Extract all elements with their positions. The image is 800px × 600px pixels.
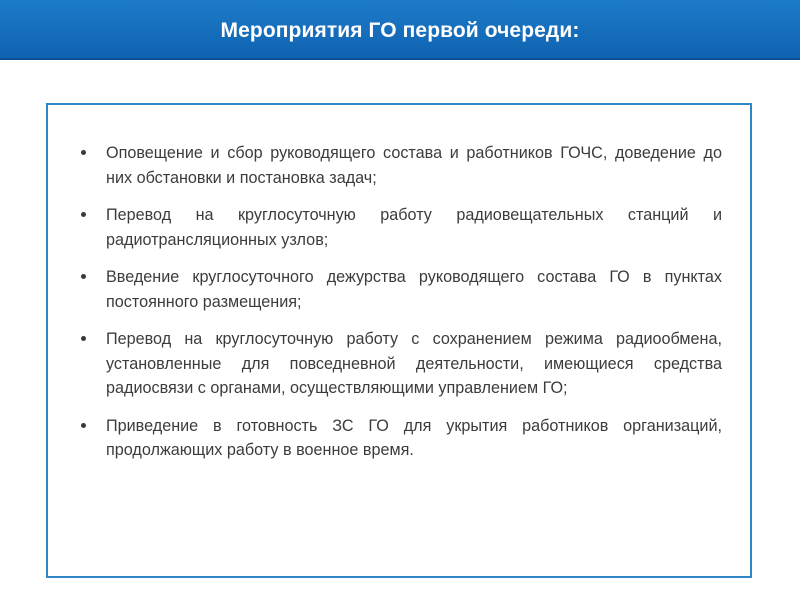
list-item-text: Перевод на круглосуточную работу с сохранением режима радиообмена, установленные для повседневной деятельности, имеющиеся средства радиосвязи с органами, осуществляющими управлением ГО; — [106, 330, 722, 397]
list-item — [78, 141, 722, 190]
bullet-icon — [81, 274, 86, 279]
bullet-icon — [81, 212, 86, 217]
bullet-icon — [81, 150, 86, 155]
list-item-text: Приведение в готовность ЗС ГО для укрытия работников организаций, продолжающих работу в военное время. — [106, 416, 722, 459]
measures-list — [78, 141, 722, 476]
slide-title: Мероприятия ГО первой очереди: — [220, 19, 580, 42]
title-bar — [0, 0, 800, 60]
list-item — [78, 414, 722, 463]
list-item — [78, 265, 722, 314]
content-box — [46, 103, 752, 578]
list-item-text: Перевод на круглосуточную работу радиовещательных станций и радиотрансляционных узлов; — [106, 206, 722, 249]
bullet-icon — [81, 423, 86, 428]
bullet-icon — [81, 336, 86, 341]
list-item — [78, 327, 722, 401]
list-item — [78, 203, 722, 252]
list-item-text: Оповещение и сбор руководящего состава и работников ГОЧС, доведение до них обстановки и постановка задач; — [106, 144, 722, 187]
list-item-text: Введение круглосуточного дежурства руководящего состава ГО в пунктах постоянного размещения; — [106, 268, 722, 311]
